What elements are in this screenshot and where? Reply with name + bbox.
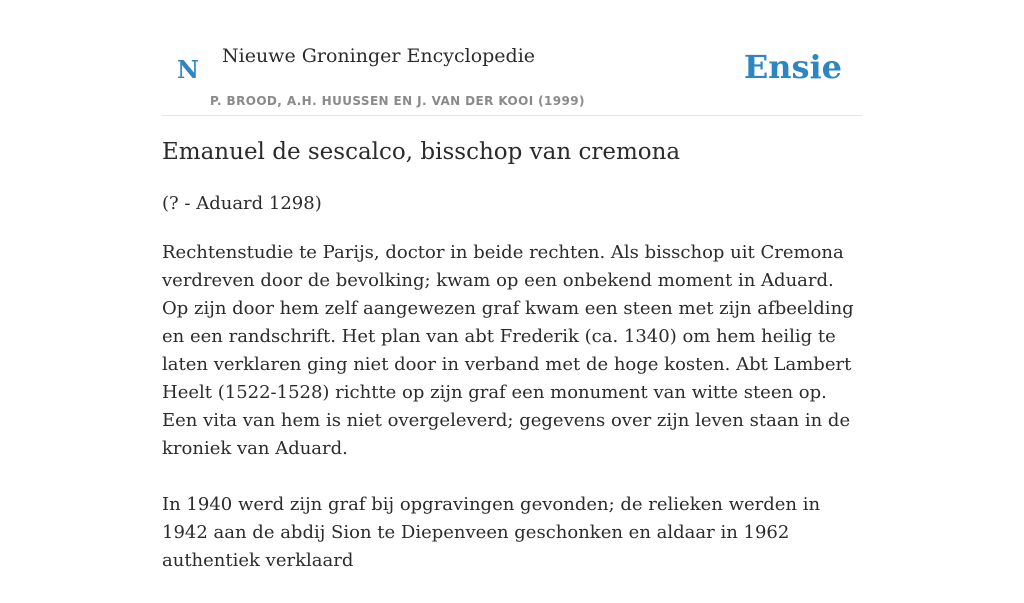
brand-logo[interactable]: Ensie (743, 48, 842, 86)
header (162, 0, 862, 116)
article-paragraph: Rechtenstudie te Parijs, doctor in beide rechten. Als bisschop uit Cremona verdreven door de bevolking; kwam op een onbekend moment in Aduard. Op zijn door hem zelf aangewezen graf kwam een steen met zijn afbeelding en een randschrift. Het plan van abt Frederik (ca. 1340) om hem heilig te laten verklaren ging niet door in verband met de hoge kosten. Abt Lambert Heelt (1522-1528) richtte op zijn graf een monument van witte steen op. Een vita van hem is niet overgeleverd; gegevens over zijn leven staan in de kroniek van Aduard. (162, 242, 854, 459)
article-paragraph: In 1940 werd zijn graf bij opgravingen gevonden; de relieken werden in 1942 aan de abdij Sion te Diepenveen geschonken en aldaar in 1962 authentiek verklaard (162, 494, 821, 571)
article-dates: (? - Aduard 1298) (162, 193, 322, 214)
source-logo[interactable]: N (177, 55, 199, 84)
source-title[interactable]: Nieuwe Groninger Encyclopedie (222, 45, 536, 67)
article-body (162, 239, 862, 603)
page (162, 0, 862, 571)
article-title: Emanuel de sescalco, bisschop van cremona (162, 139, 681, 165)
source-authors: P. BROOD, A.H. HUUSSEN EN J. VAN DER KOOI (1999) (210, 94, 585, 108)
